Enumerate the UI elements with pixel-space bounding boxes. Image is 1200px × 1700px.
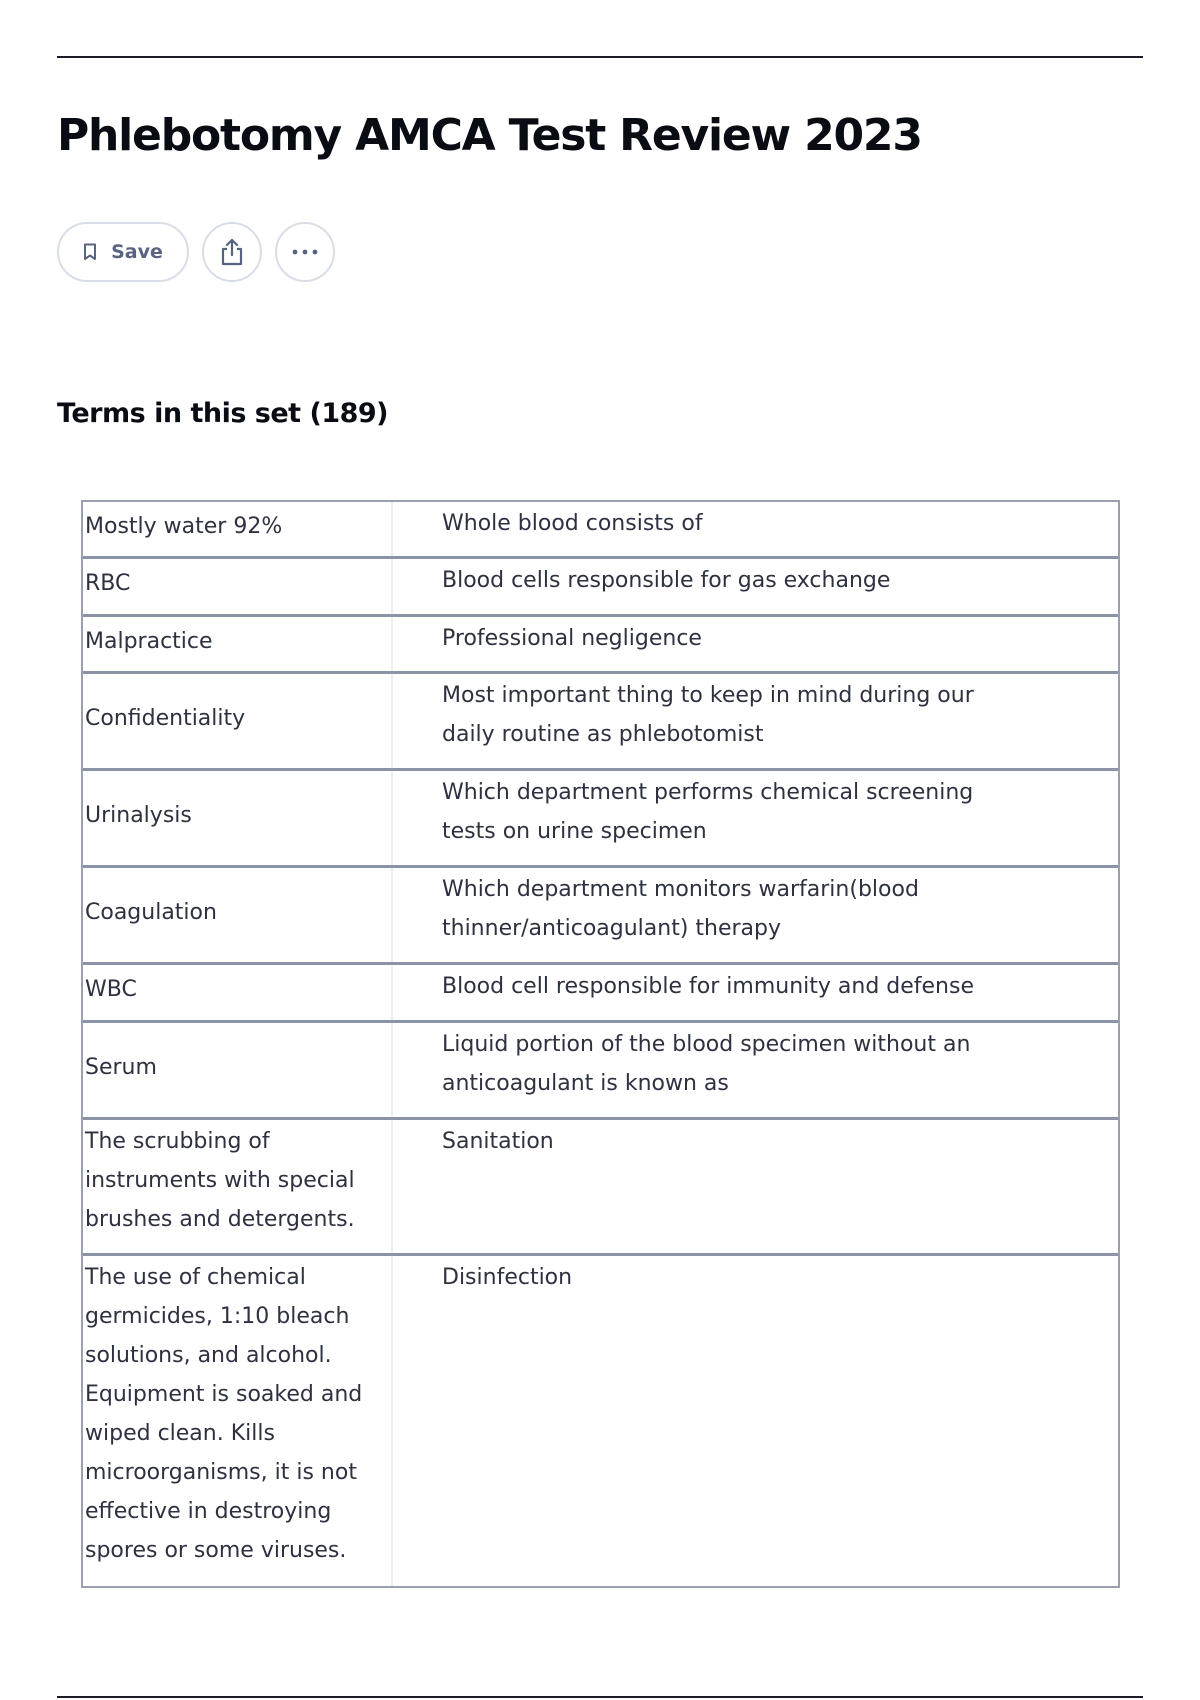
term-row [83,768,1118,865]
term-cell [83,965,393,1020]
terms-table [81,500,1120,1588]
term-row [83,671,1118,768]
term-row [83,1020,1118,1117]
term-cell [83,868,393,962]
definition-cell [393,559,1118,614]
term-cell [83,502,393,556]
action-bar [57,222,335,282]
term-cell [83,559,393,614]
term-cell [83,1120,393,1253]
save-button[interactable] [57,222,189,282]
term-text: WBC [85,977,137,1002]
definition-text: Which department performs chemical screening tests on urine specimen [442,780,974,844]
definition-cell [393,1023,1118,1117]
term-text: The scrubbing of instruments with special brushes and detergents. [85,1129,355,1232]
definition-text: Professional negligence [442,626,702,651]
top-divider [57,56,1143,58]
definition-text: Blood cells responsible for gas exchange [442,568,891,593]
share-icon [219,238,245,266]
term-row [83,500,1118,556]
definition-cell [393,674,1118,768]
definition-text: Disinfection [442,1265,573,1290]
definition-cell [393,868,1118,962]
term-cell [83,674,393,768]
term-text: Coagulation [85,899,217,925]
term-row [83,1117,1118,1253]
term-row [83,556,1118,614]
definition-text: Whole blood consists of [442,511,703,536]
definition-text: Liquid portion of the blood specimen without an anticoagulant is known as [442,1032,971,1096]
definition-text: Most important thing to keep in mind during our daily routine as phlebotomist [442,683,974,747]
term-text: Confidentiality [85,705,246,731]
term-text: Malpractice [85,628,213,654]
term-text: Urinalysis [85,802,192,828]
term-row [83,962,1118,1020]
definition-text: Which department monitors warfarin(blood thinner/anticoagulant) therapy [442,877,919,941]
term-cell [83,617,393,671]
bottom-divider [57,1696,1143,1698]
more-options-button[interactable] [275,222,335,282]
terms-heading: Terms in this set (189) [57,398,389,429]
term-text: RBC [85,571,131,596]
more-dots-icon [291,249,319,255]
save-button-label: Save [111,241,163,263]
definition-cell [393,771,1118,865]
term-row [83,1253,1118,1586]
bookmark-icon [83,243,97,261]
term-cell [83,1023,393,1117]
term-cell [83,771,393,865]
definition-cell [393,965,1118,1020]
share-button[interactable] [202,222,262,282]
definition-text: Sanitation [442,1129,554,1154]
term-row [83,614,1118,671]
definition-text: Blood cell responsible for immunity and defense [442,974,974,999]
term-row [83,865,1118,962]
definition-cell [393,617,1118,671]
term-text: The use of chemical germicides, 1:10 bleach solutions, and alcohol. Equipment is soaked and wiped clean. Kills microorganisms, it is not effective in destroying spores or some viruses. [85,1265,363,1563]
definition-cell [393,1120,1118,1253]
term-text: Mostly water 92% [85,513,283,539]
definition-cell [393,1256,1118,1586]
page-title: Phlebotomy AMCA Test Review 2023 [57,110,922,161]
term-text: Serum [85,1054,157,1080]
definition-cell [393,502,1118,556]
term-cell [83,1256,393,1586]
